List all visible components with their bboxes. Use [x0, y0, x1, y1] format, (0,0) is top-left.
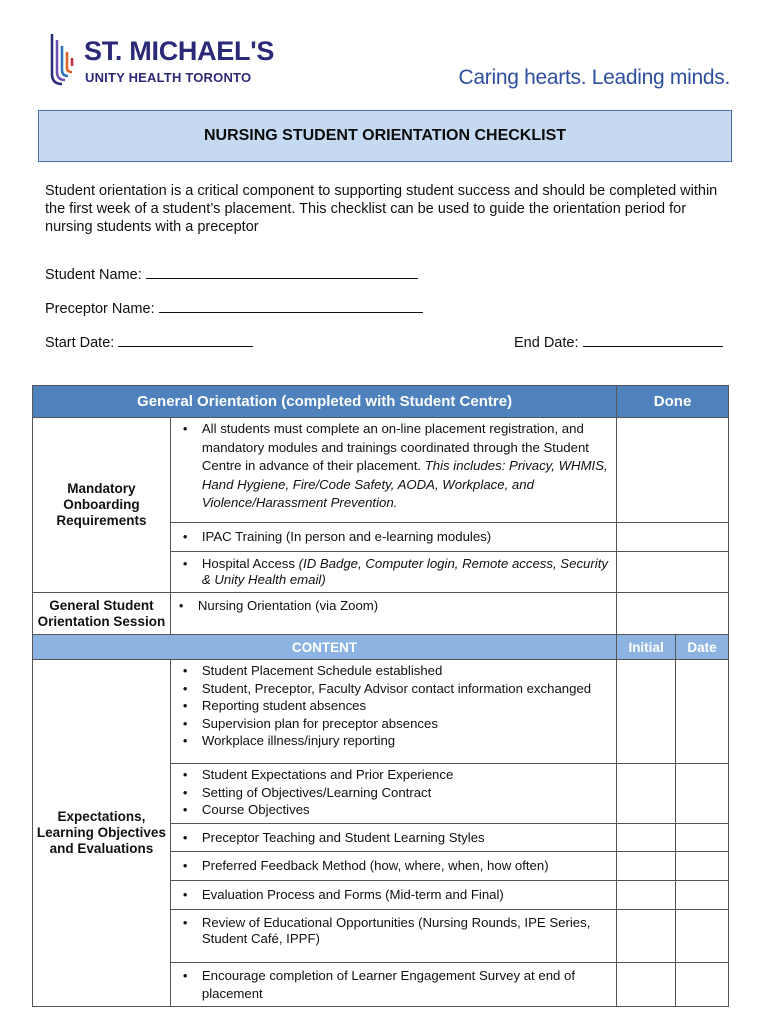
student-name-label: Student Name: — [45, 267, 142, 283]
date-cell-teaching[interactable] — [676, 824, 729, 852]
list-item: • Preceptor Teaching and Student Learning Styles — [181, 829, 610, 847]
date-cell-review[interactable] — [676, 910, 729, 963]
general-session-label: General Student Orientation Session — [33, 593, 171, 635]
done-cell-session[interactable] — [617, 593, 729, 635]
initial-cell-group-2[interactable] — [617, 764, 676, 824]
initial-cell-survey[interactable] — [617, 963, 676, 1007]
list-item: • Review of Educational Opportunities (Nursing Rounds, IPE Series, Student Café, IPPF) — [181, 915, 610, 947]
student-name-line[interactable] — [146, 265, 418, 279]
end-date-label: End Date: — [514, 335, 579, 351]
ipac-text: • IPAC Training (In person and e-learning modules) — [181, 528, 610, 546]
document-title-box — [38, 110, 732, 162]
list-item: • Workplace illness/injury reporting — [181, 732, 610, 750]
preceptor-name-label: Preceptor Name: — [45, 301, 155, 317]
org-title: ST. MICHAEL'S — [84, 36, 275, 66]
done-header: Done — [617, 386, 729, 418]
initial-cell-feedback[interactable] — [617, 852, 676, 881]
mandatory-item-registration — [170, 418, 616, 523]
student-name-field — [45, 265, 418, 283]
initial-cell-teaching[interactable] — [617, 824, 676, 852]
initial-cell-group-1[interactable] — [617, 660, 676, 764]
date-cell-group-1[interactable] — [676, 660, 729, 764]
list-item: • Student Placement Schedule established — [181, 662, 610, 680]
registration-includes: This includes: Privacy, WHMIS, Hand Hygiene, Fire/Code Safety, AODA, Workplace, and Violence/Harassment Prevention. — [201, 458, 608, 510]
mandatory-item-hospital-access — [170, 552, 616, 593]
content-educational-opportunities — [170, 910, 616, 963]
content-group-1 — [170, 660, 616, 764]
done-cell-ipac[interactable] — [617, 523, 729, 552]
mandatory-onboarding-label: Mandatory Onboarding Requirements — [33, 418, 171, 593]
list-item: • Preferred Feedback Method (how, where, when, how often) — [181, 857, 610, 875]
general-orientation-header: General Orientation (completed with Student Centre) — [33, 386, 617, 418]
preceptor-name-field — [45, 299, 423, 317]
end-date-line[interactable] — [583, 333, 723, 347]
date-cell-survey[interactable] — [676, 963, 729, 1007]
date-header: Date — [676, 635, 729, 660]
list-item: • Evaluation Process and Forms (Mid-term and Final) — [181, 886, 610, 904]
date-cell-evaluation[interactable] — [676, 881, 729, 910]
expectations-label: Expectations, Learning Objectives and Evaluations — [33, 660, 171, 1007]
initial-header: Initial — [617, 635, 676, 660]
list-item: • Student Expectations and Prior Experience — [181, 766, 610, 784]
list-item: • Encourage completion of Learner Engagement Survey at end of placement — [181, 967, 610, 1002]
hospital-access-details: (ID Badge, Computer login, Remote access, Security & Unity Health email) — [201, 556, 608, 587]
mandatory-item-ipac — [170, 523, 616, 552]
list-item: • Supervision plan for preceptor absences — [181, 715, 610, 733]
tagline: Caring hearts. Leading minds. — [458, 66, 730, 89]
orientation-checklist-table — [32, 385, 729, 1007]
list-item: • Student, Preceptor, Faculty Advisor contact information exchanged — [181, 680, 610, 698]
done-cell-registration[interactable] — [617, 418, 729, 523]
start-date-label: Start Date: — [45, 335, 115, 351]
content-feedback-method — [170, 852, 616, 881]
list-item: • Course Objectives — [181, 801, 610, 819]
list-item: • Setting of Objectives/Learning Contract — [181, 784, 610, 802]
preceptor-name-line[interactable] — [159, 299, 423, 313]
hospital-access-text: Hospital Access — [201, 556, 295, 571]
content-engagement-survey — [170, 963, 616, 1007]
date-cell-group-2[interactable] — [676, 764, 729, 824]
org-subtitle: UNITY HEALTH TORONTO — [85, 70, 252, 85]
start-date-field — [45, 333, 253, 351]
start-date-line[interactable] — [118, 333, 253, 347]
st-michaels-logo-icon — [48, 30, 78, 88]
initial-cell-review[interactable] — [617, 910, 676, 963]
content-teaching-styles — [170, 824, 616, 852]
list-item: • Reporting student absences — [181, 697, 610, 715]
end-date-field — [514, 333, 723, 351]
document-title: NURSING STUDENT ORIENTATION CHECKLIST — [203, 127, 567, 144]
session-item — [170, 593, 616, 635]
content-evaluation-process — [170, 881, 616, 910]
intro-paragraph: Student orientation is a critical component to supporting student success and should be completed within the first week of a student’s placement. This checklist can be used to guide the orientation period for nursing students with a preceptor — [45, 183, 718, 235]
nursing-orientation-text: • Nursing Orientation (via Zoom) — [177, 597, 610, 615]
done-cell-hospital-access[interactable] — [617, 552, 729, 593]
page-header — [0, 0, 770, 105]
content-header: CONTENT — [33, 635, 617, 660]
date-cell-feedback[interactable] — [676, 852, 729, 881]
initial-cell-evaluation[interactable] — [617, 881, 676, 910]
registration-text: All students must complete an on-line placement registration, and mandatory modules and trainings coordinated through the Student Centre in advance of their placement. — [201, 421, 589, 473]
content-group-2 — [170, 764, 616, 824]
